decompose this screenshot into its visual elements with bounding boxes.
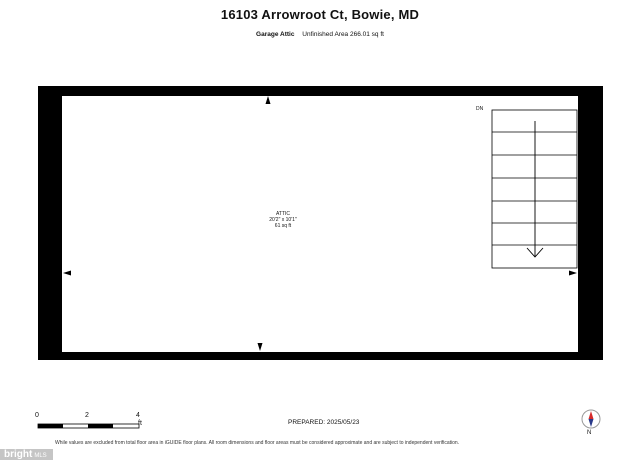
watermark-suffix: MLS [34,453,47,459]
scale-tick-0: 0 [35,412,39,419]
attic-room [62,96,578,352]
scale-tick-4: 4 [136,412,140,419]
compass-north-label: N [587,430,592,436]
level-name: Garage Attic [256,31,295,38]
watermark-logo [0,449,53,460]
stairs-label: DN [476,106,484,112]
unfinished-area: Unfinished Area 266.01 sq ft [302,31,384,38]
compass-icon [580,408,602,430]
room-area: 61 sq ft [274,223,292,229]
watermark-brand: bright [4,449,33,460]
scale-bar [38,424,139,428]
disclaimer-text: While values are excluded from total floor area in iGUIDE floor plans. All room dimensions and floor areas must be considered approximate and are subject to independent verification. [55,440,460,446]
room-dimensions: 20'2" x 10'1" [269,217,297,223]
scale-tick-2: 2 [85,412,89,419]
room-name: ATTIC [275,211,291,217]
prepared-date: PREPARED: 2025/05/23 [288,419,360,426]
scale-unit: ft [138,420,142,427]
page-title: 16103 Arrowroot Ct, Bowie, MD [220,7,420,22]
